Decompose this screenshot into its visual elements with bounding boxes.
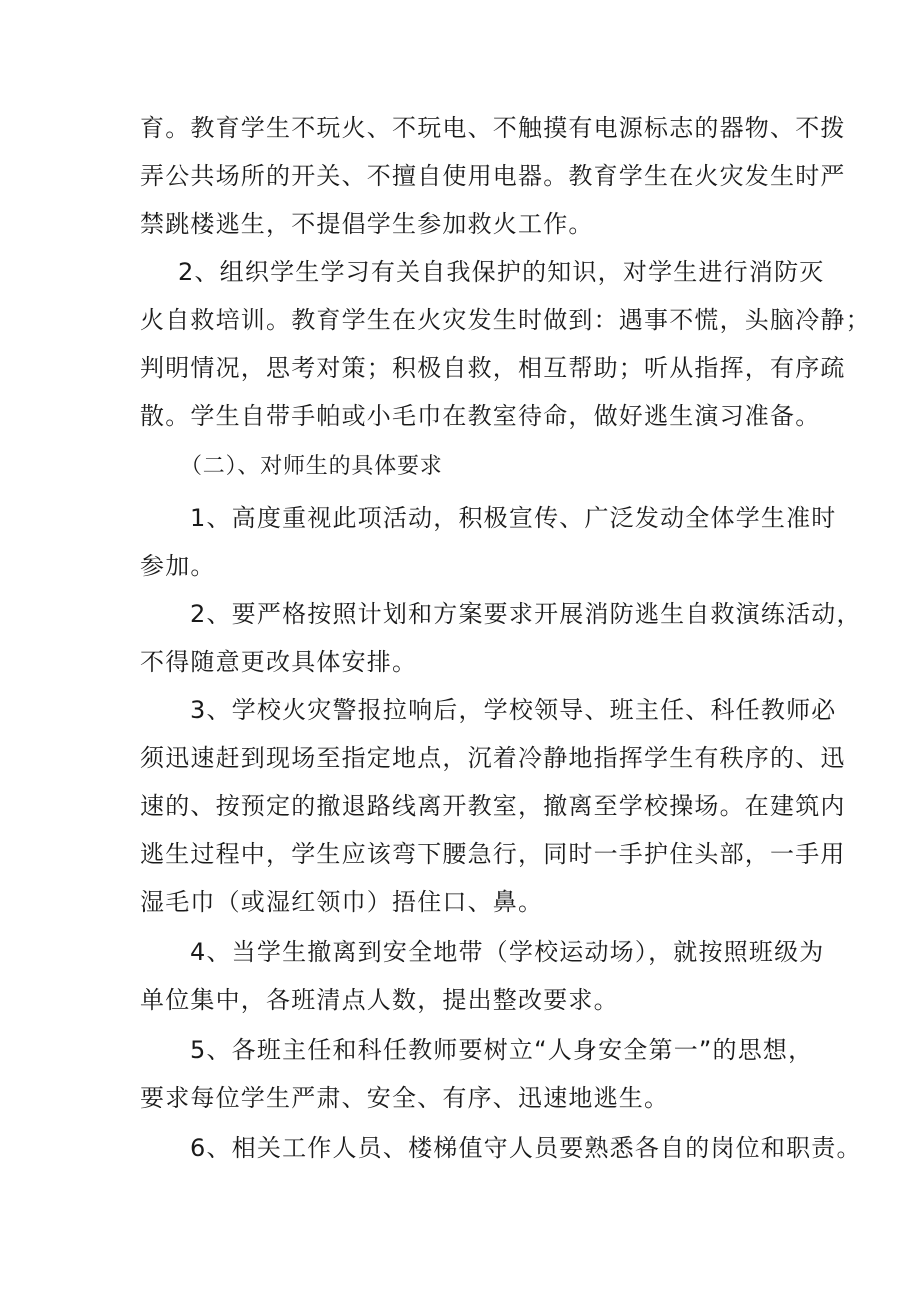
text-line-1: 育。教育学生不玩火、不玩电、不触摸有电源标志的器物、不拨 [140,114,846,142]
text-line-9: 1、高度重视此项活动，积极宣传、广泛发动全体学生准时 [190,504,837,532]
text-line-14: 须迅速赶到现场至指定地点，沉着冷静地指挥学生有秩序的、迅 [140,744,846,772]
text-line-20: 5、各班主任和科任教师要树立“人身安全第一”的思想， [190,1036,814,1064]
text-line-2: 弄公共场所的开关、不擅自使用电器。教育学生在火灾发生时严 [140,162,846,190]
text-line-12: 不得随意更改具体安排。 [140,648,418,676]
text-line-15: 速的、按预定的撤退路线离开教室，撤离至学校操场。在建筑内 [140,792,846,820]
text-line-5: 火自救培训。教育学生在火灾发生时做到：遇事不慌，头脑冷静； [140,306,871,334]
text-line-18: 4、当学生撤离到安全地带（学校运动场），就按照班级为 [190,938,825,966]
text-line-16: 逃生过程中，学生应该弯下腰急行，同时一手护住头部，一手用 [140,840,846,868]
text-line-6: 判明情况，思考对策；积极自救，相互帮助；听从指挥，有序疏 [140,354,846,382]
text-line-22: 6、相关工作人员、楼梯值守人员要熟悉各自的岗位和职责。 [190,1134,862,1162]
text-line-13: 3、学校火灾警报拉响后，学校领导、班主任、科任教师必 [190,696,837,724]
text-line-19: 单位集中，各班清点人数，提出整改要求。 [140,986,619,1014]
text-line-17: 湿毛巾（或湿红领巾）捂住口、鼻。 [140,888,544,916]
section-heading: （二）、对师生的具体要求 [180,454,443,479]
text-line-7: 散。学生自带手帕或小毛巾在教室待命，做好逃生演习准备。 [140,402,821,430]
text-line-3: 禁跳楼逃生，不提倡学生参加救火工作。 [140,210,594,238]
text-line-11: 2、要严格按照计划和方案要求开展消防逃生自救演练活动， [190,600,862,628]
text-line-10: 参加。 [140,552,216,580]
text-line-4: 2、组织学生学习有关自我保护的知识，对学生进行消防灭 [178,258,825,286]
text-line-21: 要求每位学生严肃、安全、有序、迅速地逃生。 [140,1084,670,1112]
